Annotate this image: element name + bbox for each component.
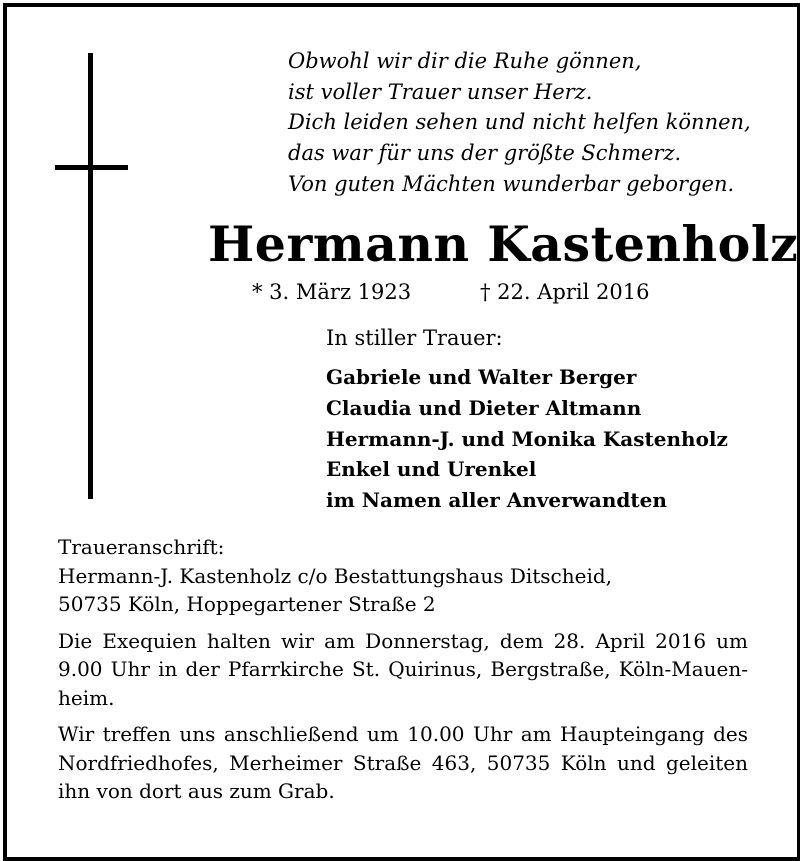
mourner: Claudia und Dieter Altmann	[326, 395, 642, 420]
meeting-info	[58, 720, 748, 806]
birth-date: * 3. März 1923	[252, 280, 412, 304]
notice-details	[58, 533, 748, 814]
poem-line: Dich leiden sehen und nicht helfen können,	[288, 110, 751, 134]
poem-line: Obwohl wir dir die Ruhe gönnen,	[288, 49, 642, 73]
funeral-service	[58, 627, 748, 713]
address-line: Hermann-J. Kastenholz c/o Bestattungshaus Ditscheid,	[58, 563, 613, 588]
mourner: im Namen aller Anverwandten	[326, 488, 667, 513]
deceased-name: Hermann Kastenholz	[208, 215, 799, 273]
mourning-heading: In stiller Trauer:	[326, 326, 503, 350]
mourner: Gabriele und Walter Berger	[326, 365, 637, 389]
address-label: Traueranschrift:	[58, 535, 225, 559]
mourners-list	[326, 362, 728, 516]
cross-icon-vertical	[88, 53, 93, 499]
address-line: 50735 Köln, Hoppegartener Straße 2	[58, 592, 436, 616]
mourner: Hermann-J. und Monika Kastenholz	[326, 426, 728, 451]
cross-icon-horizontal	[55, 165, 128, 170]
death-date: † 22. April 2016	[480, 280, 650, 304]
poem	[288, 46, 751, 168]
mourner: Enkel und Urenkel	[326, 457, 537, 482]
service-line: 9.00 Uhr in der Pfarrkirche St. Quirinus, Bergstraße, Köln-Mauen-	[58, 657, 748, 681]
motto: Von guten Mächten wunderbar geborgen.	[288, 172, 735, 196]
service-line: heim.	[58, 685, 115, 710]
mourning-address	[58, 533, 748, 619]
meeting-line: Wir treffen uns anschließend um 10.00 Uhr am Haupteingang des	[58, 722, 748, 746]
meeting-line: ihn von dort aus zum Grab.	[58, 779, 335, 803]
poem-line: das war für uns der größte Schmerz.	[288, 140, 682, 165]
meeting-line: Nordfriedhofes, Merheimer Straße 463, 50735 Köln und geleiten	[58, 750, 748, 775]
service-line: Die Exequien halten wir am Donnerstag, dem 28. April 2016 um	[58, 628, 748, 653]
poem-line: ist voller Trauer unser Herz.	[288, 79, 593, 104]
